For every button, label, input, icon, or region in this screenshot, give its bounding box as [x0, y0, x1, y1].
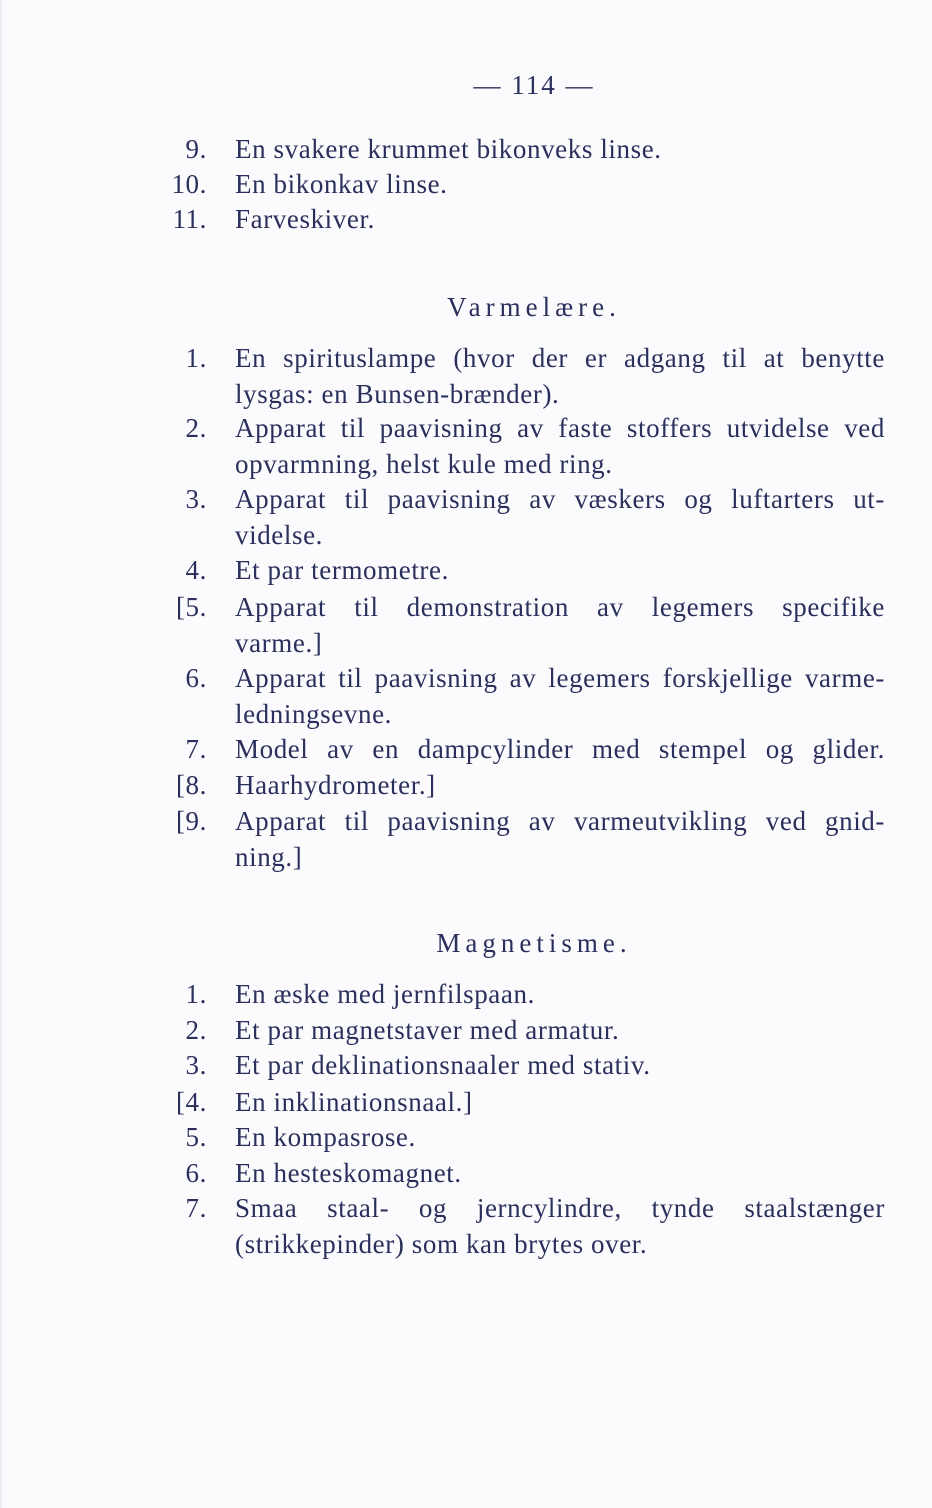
item-text-continued: videlse. [235, 520, 324, 550]
item-text: En svakere krummet bikonveks linse. [235, 134, 662, 164]
item-text-continued: ning.] [235, 842, 303, 872]
item-text: En bikonkav linse. [235, 169, 448, 199]
section-heading-varmelaere: Varmelære. [447, 292, 621, 322]
item-text: Apparat til paavisning av legemers forskjellige varme- [235, 663, 885, 693]
item-number: 3. [185, 484, 207, 514]
item-text-continued: ledningsevne. [235, 699, 393, 729]
item-number: [9. [175, 806, 207, 836]
item-text: Apparat til paavisning av væskers og luftarters ut- [235, 484, 885, 514]
item-text: Haarhydrometer.] [235, 770, 436, 800]
item-number: 2. [185, 413, 207, 443]
item-number: 4. [185, 555, 207, 585]
item-number: 7. [185, 734, 207, 764]
item-text: En kompasrose. [235, 1122, 416, 1152]
item-text: Apparat til paavisning av varmeutvikling ved gnid- [235, 806, 885, 836]
item-text: Apparat til demonstration av legemers specifike [235, 592, 885, 622]
item-text-continued: varme.] [235, 628, 323, 658]
item-text: Farveskiver. [235, 204, 375, 234]
item-text-continued: lysgas: en Bunsen-brænder). [235, 379, 560, 409]
item-number: 3. [185, 1050, 207, 1080]
item-number: 6. [185, 1158, 207, 1188]
section-heading-magnetisme: Magnetisme. [436, 928, 632, 958]
item-text-continued: (strikkepinder) som kan brytes over. [235, 1229, 648, 1259]
item-number: 6. [185, 663, 207, 693]
item-text: Apparat til paavisning av faste stoffers utvidelse ved [235, 413, 885, 443]
item-number: 7. [185, 1193, 207, 1223]
item-number: 1. [185, 979, 207, 1009]
item-number: [8. [175, 770, 207, 800]
item-text: En hesteskomagnet. [235, 1158, 462, 1188]
item-number: [4. [175, 1087, 207, 1117]
item-text: En inklinationsnaal.] [235, 1087, 473, 1117]
page-number: — 114 — [473, 70, 595, 100]
item-number: 2. [185, 1015, 207, 1045]
item-number: 10. [171, 169, 207, 199]
item-number: 11. [172, 204, 207, 234]
item-text: Model av en dampcylinder med stempel og glider. [235, 734, 885, 764]
item-text: En spirituslampe (hvor der er adgang til at benytte [235, 343, 885, 373]
item-text: Et par deklinationsnaaler med stativ. [235, 1050, 651, 1080]
item-text: En æske med jernfilspaan. [235, 979, 535, 1009]
item-number: 9. [185, 134, 207, 164]
item-number: 5. [185, 1122, 207, 1152]
item-number: 1. [185, 343, 207, 373]
item-text: Et par termometre. [235, 555, 449, 585]
item-text: Smaa staal- og jerncylindre, tynde staalstænger [235, 1193, 885, 1223]
item-text: Et par magnetstaver med armatur. [235, 1015, 620, 1045]
item-text-continued: opvarmning, helst kule med ring. [235, 449, 613, 479]
item-number: [5. [175, 592, 207, 622]
